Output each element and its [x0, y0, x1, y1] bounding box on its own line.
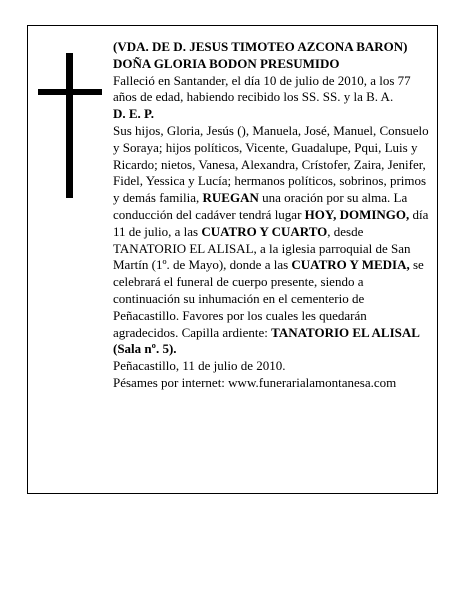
day-text: día 11 de julio, a las	[113, 206, 429, 239]
from-text: , desde TANATORIO EL ALISAL, a la iglesia parroquial de San Martín (1º. de Mayo), donde a las	[113, 223, 411, 273]
funeral-text: se celebrará el funeral de cuerpo presente, siendo a continuación su inhumación en el cementerio de Peñacastillo. Favores por los cuales les quedarán agradecidos. Capilla ardiente:	[113, 257, 424, 340]
dep-line: D. E. P.	[113, 106, 155, 122]
funeral-time: CUATRO Y MEDIA,	[291, 257, 410, 273]
family-list: Sus hijos, Gloria, Jesús (), Manuela, José, Manuel, Consuelo y Soraya; hijos políticos, Vicente, Guadalupe, Pqui, Luis y Ricardo; nietos, Vanesa, Alexandra, Crístofer, Zaira, Jenifer, Fidel, Yessica y Lucía; hermanos políticos, sobrinos, primos y demás familia,	[113, 122, 429, 206]
family-paragraph	[113, 123, 431, 358]
ruegan-word: RUEGAN	[202, 190, 259, 206]
widow-line: (VDA. DE D. JESUS TIMOTEO AZCONA BARON)	[113, 39, 408, 54]
cross-vertical-bar	[66, 53, 73, 198]
place-date: Peñacastillo, 11 de julio de 2010.	[113, 358, 286, 374]
deceased-name: DOÑA GLORIA BODON PRESUMIDO	[113, 55, 340, 71]
prayer-text: una oración por su alma. La conducción del cadáver tendrá lugar	[113, 190, 408, 222]
obituary-notice	[27, 25, 438, 494]
cross-horizontal-bar	[38, 89, 102, 95]
chapel-name: TANATORIO EL ALISAL (Sala nº. 5).	[113, 324, 420, 357]
notice-text-block	[113, 39, 431, 392]
condolences-line: Pésames por internet: www.funerarialamontanesa.com	[113, 374, 397, 390]
hoy-domingo: HOY, DOMINGO,	[304, 206, 410, 222]
procession-time: CUATRO Y CUARTO	[201, 223, 328, 239]
death-details: Falleció en Santander, el día 10 de julio de 2010, a los 77 años de edad, habiendo recibido los SS. SS. y la B. A.	[113, 72, 411, 105]
cross-icon	[38, 53, 102, 198]
